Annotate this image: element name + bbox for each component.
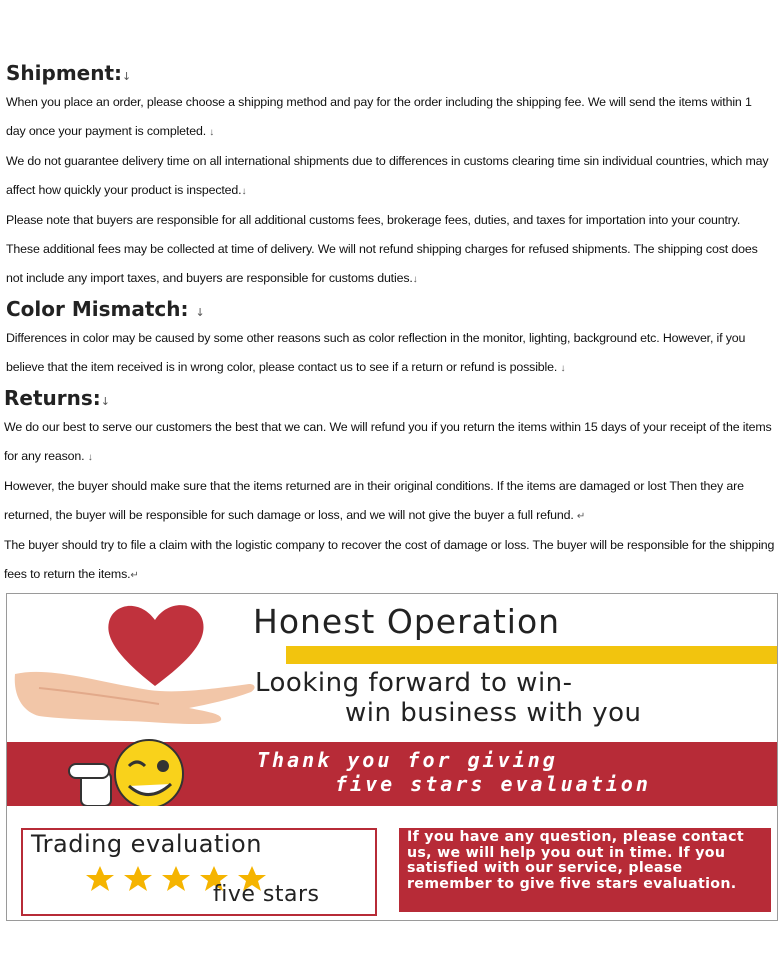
banner-slogan-line1: Looking forward to win- bbox=[255, 668, 573, 698]
shipment-paragraph: Please note that buyers are responsible for all additional customs fees, brokerage fees, duties, and taxes for importation into your country. These additional fees may be collected at time of delivery. We will not refund shipping charges for refused shipments. The shipping cost does not include any import taxes, and buyers are responsible for customs duties.↓ bbox=[6, 213, 758, 285]
star-icon bbox=[162, 866, 190, 891]
five-stars-label: five stars bbox=[213, 882, 320, 907]
banner-bottom-section bbox=[7, 806, 777, 920]
trading-evaluation-label: Trading evaluation bbox=[31, 830, 262, 858]
shipment-heading bbox=[0, 58, 780, 88]
color-mismatch-heading bbox=[0, 294, 780, 324]
return-mark-icon: ↓ bbox=[560, 363, 566, 374]
hand-icon bbox=[15, 672, 255, 724]
shipment-paragraph: When you place an order, please choose a shipping method and pay for the order including the shipping fee. We will send the items within 1 day once your payment is completed. ↓ bbox=[6, 95, 752, 138]
returns-paragraph: We do our best to serve our customers the best that we can. We will refund you if you return the items within 15 days of your receipt of the items for any reason. ↓ bbox=[4, 420, 772, 463]
return-mark-icon: ↓ bbox=[100, 395, 110, 408]
return-mark-icon: ↓ bbox=[87, 452, 93, 463]
banner-title: Honest Operation bbox=[253, 602, 561, 641]
shipment-heading-text: Shipment: bbox=[6, 61, 123, 85]
star-icon bbox=[86, 866, 114, 891]
heart-hand-icon bbox=[9, 596, 259, 736]
thank-you-line1: Thank you for giving bbox=[257, 748, 558, 772]
color-mismatch-paragraph: Differences in color may be caused by some other reasons such as color reflection in the monitor, lighting, background etc. However, if you believe that the item received is in wrong color, please contact us to see if a return or refund is possible. ↓ bbox=[6, 331, 746, 374]
shipment-paragraph: We do not guarantee delivery time on all international shipments due to differences in customs clearing time sin individual countries, which may affect how quickly your product is inspected.↓ bbox=[6, 154, 769, 197]
star-icon bbox=[124, 866, 152, 891]
contact-message-box bbox=[399, 828, 771, 912]
returns-paragraph: However, the buyer should make sure that the items returned are in their original conditions. If the items are damaged or lost Then they are returned, the buyer will be responsible for such damage or loss, and we will not give the buyer a full refund. ↵ bbox=[4, 479, 744, 522]
yellow-bar bbox=[286, 646, 778, 664]
banner-top-section bbox=[7, 594, 777, 742]
return-mark-icon: ↓ bbox=[195, 306, 205, 319]
thank-you-line2: five stars evaluation bbox=[335, 772, 651, 796]
color-mismatch-heading-text: Color Mismatch: bbox=[6, 297, 189, 321]
thumbs-up-smiley-icon bbox=[67, 734, 207, 816]
banner-slogan-line2: win business with you bbox=[345, 698, 642, 728]
return-mark-icon: ↓ bbox=[241, 186, 247, 197]
trading-evaluation-box bbox=[21, 828, 377, 916]
contact-message: If you have any question, please contact us, we will help you out in time. If you satisfied with our service, please remember to give five stars evaluation. bbox=[407, 829, 744, 892]
return-mark-icon: ↓ bbox=[412, 274, 418, 285]
return-mark-icon: ↵ bbox=[576, 511, 586, 522]
returns-paragraph: The buyer should try to file a claim with the logistic company to recover the cost of damage or loss. The buyer will be responsible for the shipping fees to return the items.↵ bbox=[4, 538, 775, 581]
return-mark-icon: ↓ bbox=[122, 70, 132, 83]
return-mark-icon: ↵ bbox=[130, 570, 139, 581]
honest-operation-banner bbox=[6, 593, 778, 921]
returns-heading-text: Returns: bbox=[4, 386, 101, 410]
heart-icon bbox=[108, 605, 203, 686]
policy-document bbox=[0, 58, 780, 590]
returns-heading bbox=[0, 383, 780, 413]
return-mark-icon: ↓ bbox=[209, 127, 215, 138]
